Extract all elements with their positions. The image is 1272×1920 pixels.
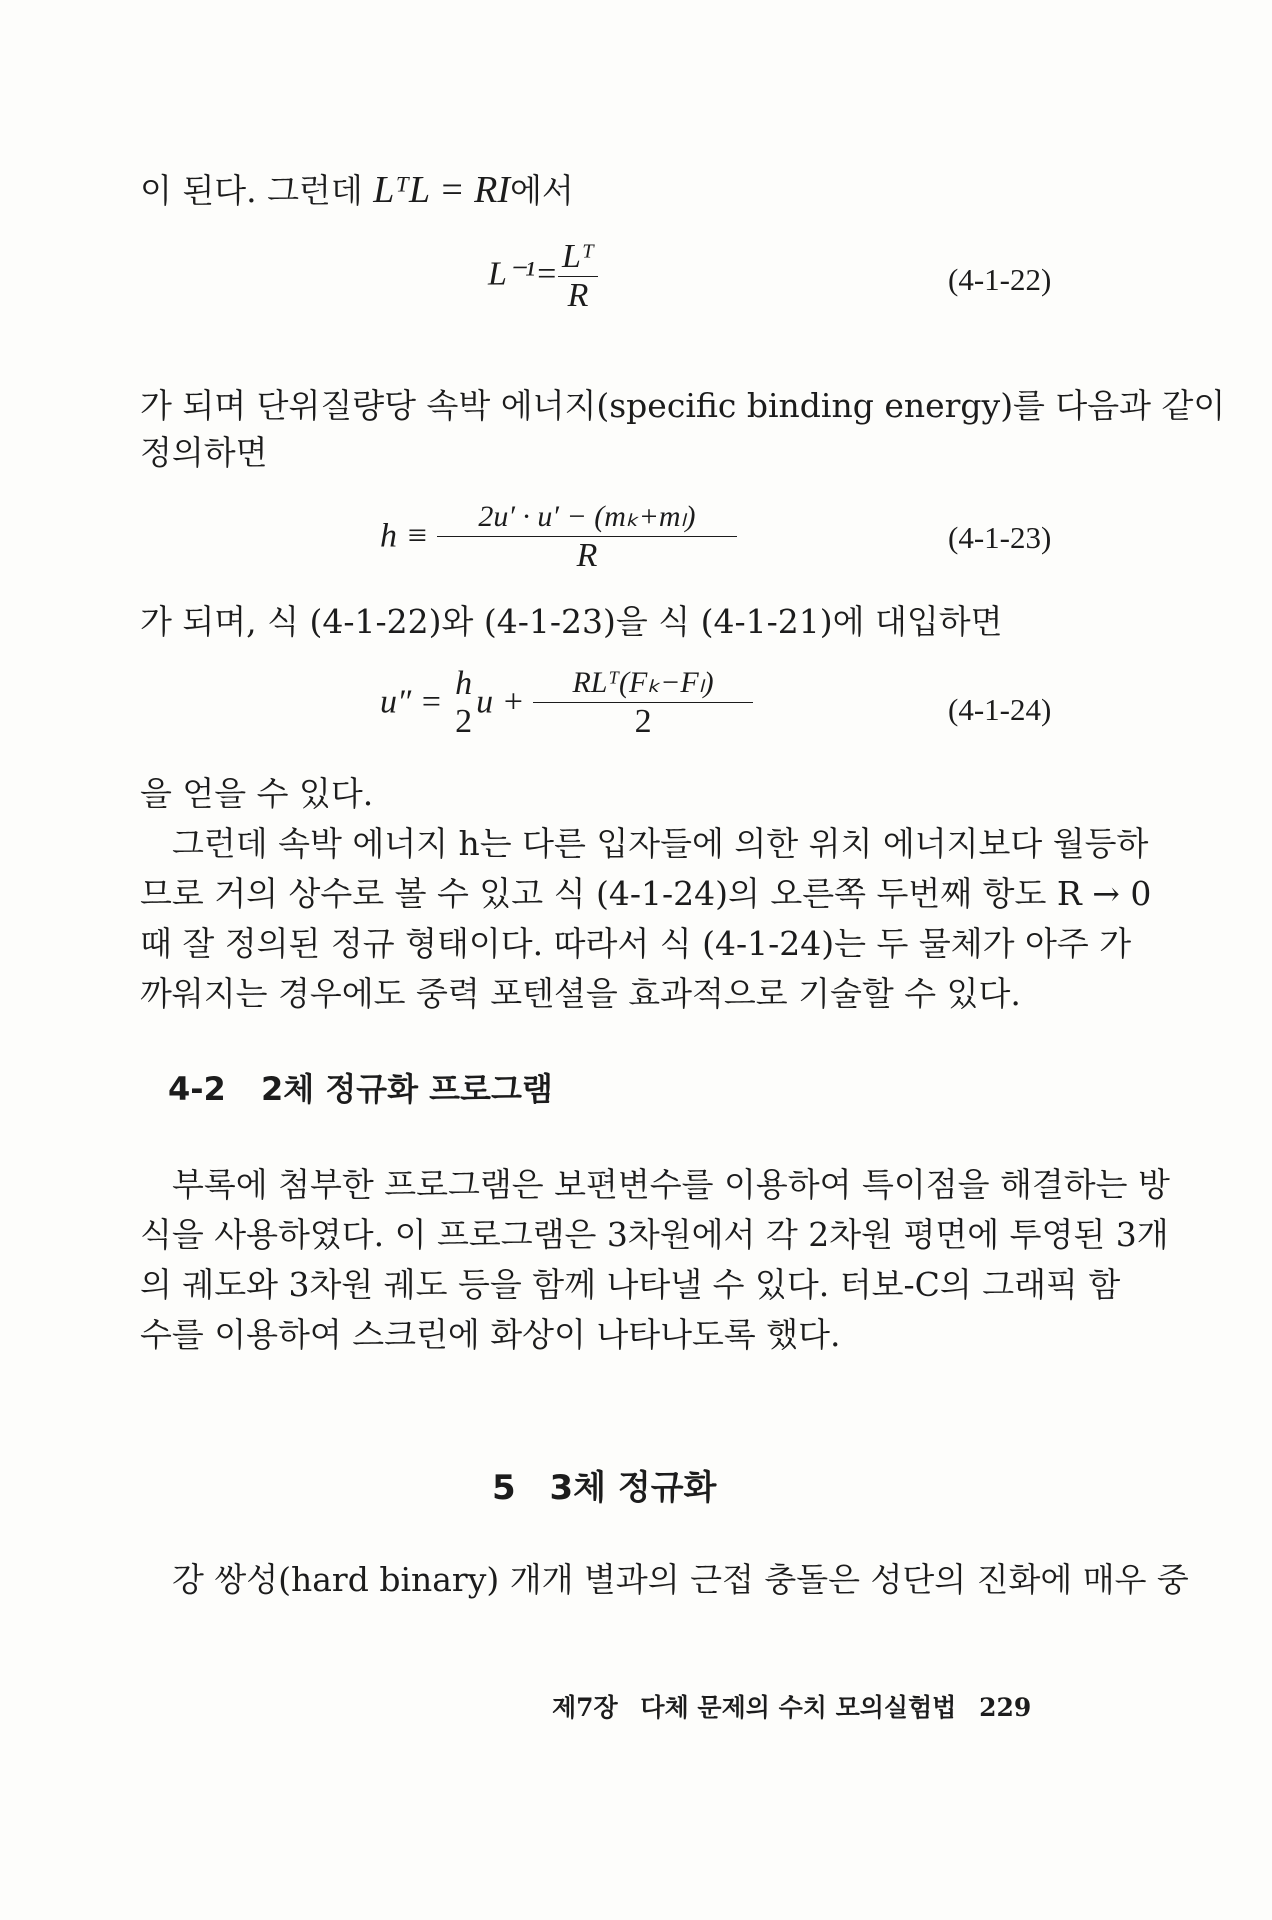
text-line: 그런데 속박 에너지 h는 다른 입자들에 의한 위치 에너지보다 월등하 [172,824,1149,863]
eq23-numerator: 2u′ · u′ − (mₖ+mₗ) [437,498,737,537]
text-line: 가 되며 단위질량당 속박 에너지(specific binding energy)를 다음과 같이 [140,386,1226,425]
eq24-term2-numerator: RLᵀ(Fₖ−Fₗ) [533,664,753,703]
text-line: 수를 이용하여 스크린에 화상이 나타나도록 했다. [140,1315,841,1354]
eq24-term2-denominator: 2 [634,703,652,740]
eq24-term1-tail: u + [476,683,525,721]
text-line: 강 쌍성(hard binary) 개개 별과의 근접 충돌은 성단의 진화에 매우 중 [172,1560,1189,1599]
eq22-lhs: L⁻¹= [488,255,558,293]
eq22-fraction [558,238,598,315]
equation-number-23: (4-1-23) [948,520,1052,555]
text-line: 가 되며, 식 (4-1-22)와 (4-1-23)을 식 (4-1-21)에 대입하면 [140,602,1003,641]
eq24-term1-denominator: 2 [455,702,473,740]
eq24-term2 [533,664,753,741]
eq23-fraction [437,498,737,575]
text-line: 정의하면 [140,433,268,472]
eq22-numerator: Lᵀ [558,238,598,277]
section-number: 5 [492,1468,516,1508]
equation-4-1-22 [488,238,598,315]
footer-title: 다체 문제의 수치 모의실험법 [640,1693,957,1722]
eq24-lhs: u″ = [380,683,443,721]
equation-number-22: (4-1-22) [948,262,1052,297]
equation-4-1-23 [380,498,737,575]
text-line: 부록에 첨부한 프로그램은 보편변수를 이용하여 특이점을 해결하는 방 [172,1165,1170,1204]
eq24-term1 [451,665,476,741]
eq23-denominator: R [576,537,598,574]
text-line: 식을 사용하였다. 이 프로그램은 3차원에서 각 2차원 평면에 투영된 3개 [140,1215,1169,1254]
text-line: 의 궤도와 3차원 궤도 등을 함께 나타낼 수 있다. 터보-C의 그래픽 함 [140,1265,1121,1304]
eq22-denominator: R [567,277,589,314]
intro-suffix: 에서 [510,171,574,210]
text-line: 을 얻을 수 있다. [140,774,374,813]
equation-number-24: (4-1-24) [948,692,1052,727]
eq24-term1-numerator: h [455,664,473,702]
intro-line [140,168,1062,213]
section-heading-5 [492,1460,716,1509]
section-heading-4-2 [168,1064,553,1110]
footer-chapter: 제7장 [552,1693,618,1722]
page-number: 229 [979,1693,1032,1722]
running-footer [552,1688,1031,1724]
section-title: 2체 정규화 프로그램 [260,1070,553,1108]
equation-4-1-24 [380,664,753,741]
text-line: 까워지는 경우에도 중력 포텐셜을 효과적으로 기술할 수 있다. [140,974,1021,1013]
text-line: 므로 거의 상수로 볼 수 있고 식 (4-1-24)의 오른쪽 두번째 항도 R → 0 [140,874,1152,913]
intro-formula: LᵀL = RI [373,169,511,211]
intro-prefix: 이 된다. 그런데 [140,171,374,210]
eq23-lhs: h ≡ [380,517,429,555]
section-title: 3체 정규화 [549,1468,717,1508]
text-line: 때 잘 정의된 정규 형태이다. 따라서 식 (4-1-24)는 두 물체가 아주 가 [140,924,1132,963]
section-number: 4-2 [168,1070,226,1108]
